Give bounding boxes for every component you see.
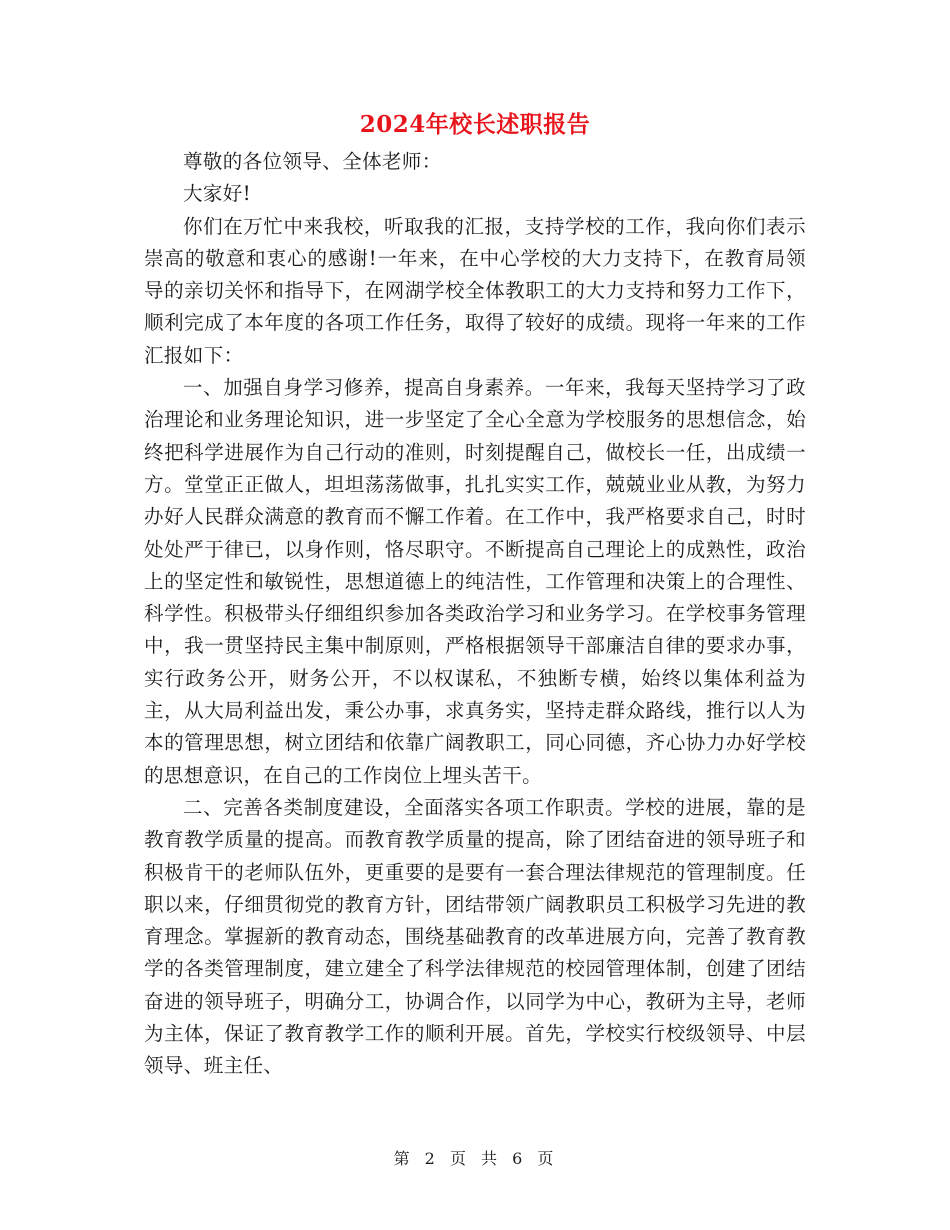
document-page (144, 108, 806, 1083)
paragraph-section-one: 一、加强自身学习修养，提高自身素养。一年来，我每天坚持学习了政治理论和业务理论知识，进一步坚定了全心全意为学校服务的思想信念，始终把科学进展作为自己行动的准则，时刻提醒自己，做校长一任，出成绩一方。堂堂正正做人，坦坦荡荡做事，扎扎实实工作，兢兢业业从教，为努力办好人民群众满意的教育而不懈工作着。在工作中，我严格要求自己，时时处处严于律已，以身作则，恪尽职守。不断提高自己理论上的成熟性，政治上的坚定性和敏锐性，思想道德上的纯洁性，工作管理和决策上的合理性、科学性。积极带头仔细组织参加各类政治学习和业务学习。在学校事务管理中，我一贯坚持民主集中制原则，严格根据领导干部廉洁自律的要求办事，实行政务公开，财务公开，不以权谋私，不独断专横，始终以集体利益为主，从大局利益出发，秉公办事，求真务实，坚持走群众路线，推行以人为本的管理思想，树立团结和依靠广阔教职工，同心同德，齐心协力办好学校的思想意识，在自己的工作岗位上埋头苦干。 (144, 376, 806, 787)
page-number-footer: 第 2 页 共 6 页 (393, 1149, 557, 1168)
paragraph-intro: 你们在万忙中来我校，听取我的汇报，支持学校的工作，我向你们表示崇高的敬意和衷心的感谢!一年来，在中心学校的大力支持下，在教育局领导的亲切关怀和指导下，在网湖学校全体教职工的大力支持和努力工作下，顺利完成了本年度的各项工作任务，取得了较好的成绩。现将一年来的工作汇报如下： (144, 214, 806, 367)
paragraph-salutation: 尊敬的各位领导、全体老师： (183, 150, 442, 173)
document-title: 2024年校长述职报告 (359, 111, 591, 138)
paragraph-section-two: 二、完善各类制度建设，全面落实各项工作职责。学校的进展，靠的是教育教学质量的提高。而教育教学质量的提高，除了团结奋进的领导班子和积极肯干的老师队伍外，更重要的是要有一套合理法律规范的管理制度。任职以来，仔细贯彻党的教育方针，团结带领广阔教职员工积极学习先进的教育理念。掌握新的教育动态，围绕基础教育的改革进展方向，完善了教育教学的各类管理制度，建立建全了科学法律规范的校园管理体制，创建了团结奋进的领导班子，明确分工，协调合作，以同学为中心，教研为主导，老师为主体，保证了教育教学工作的顺利开展。首先，学校实行校级领导、中层领导、班主任、 (144, 795, 806, 1078)
paragraph-greeting: 大家好! (183, 182, 251, 206)
